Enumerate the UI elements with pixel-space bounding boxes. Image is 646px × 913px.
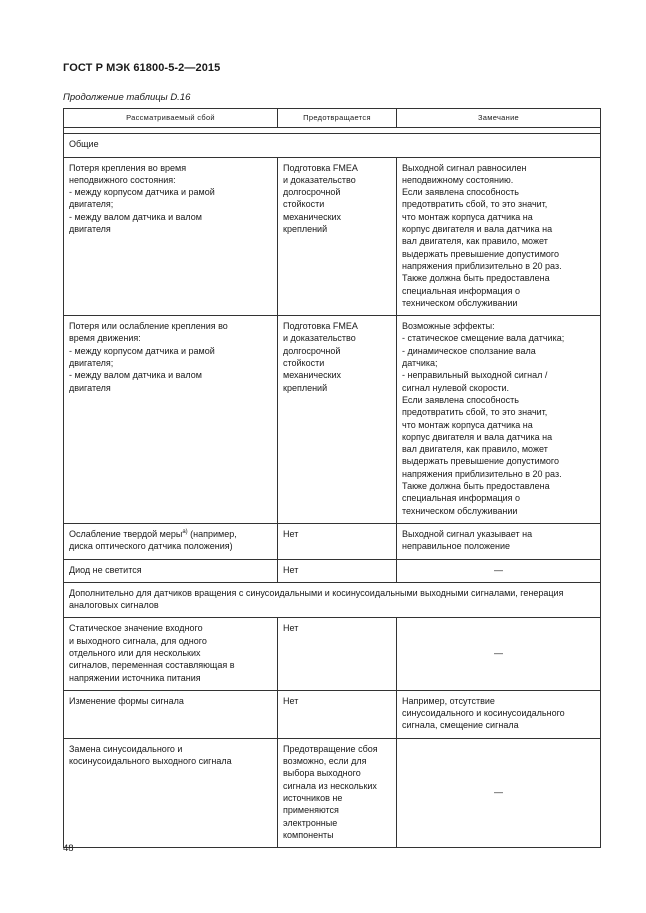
prevented-cell	[278, 316, 397, 524]
column-header-remark: Замечание	[397, 109, 601, 128]
text-line: долгосрочной	[283, 345, 341, 356]
text-line: и доказательство	[283, 174, 356, 185]
remark-cell	[397, 157, 601, 316]
text-line: специальная информация о	[402, 285, 521, 296]
fault-text: Ослабление твердой меры	[69, 528, 183, 539]
text-line: и выходного сигнала, для одного	[69, 635, 207, 646]
fault-cell	[64, 738, 278, 847]
fault-cell	[64, 523, 278, 559]
text-line: выбора выходного	[283, 768, 361, 779]
text-line: Подготовка FMEA	[283, 162, 358, 173]
text-line: Также должна быть предоставлена	[402, 273, 550, 284]
fault-table	[63, 108, 601, 848]
text-line: возможно, если для	[283, 756, 367, 767]
table-row	[64, 523, 601, 559]
text-line: специальная информация о	[402, 493, 521, 504]
prevented-cell	[278, 157, 397, 316]
section-row-analog	[64, 582, 601, 618]
text-line: Выходной сигнал равносилен	[402, 162, 527, 173]
text-line: креплений	[283, 224, 328, 235]
table-row	[64, 690, 601, 738]
text-line: выдержать превышение допустимого	[402, 456, 559, 467]
text-line: напряжении источника питания	[69, 672, 201, 683]
text-line: Если заявлена способность	[402, 187, 519, 198]
text-line: стойкости	[283, 358, 325, 369]
text-line: Если заявлена способность	[402, 394, 519, 405]
text-line: Подготовка FMEA	[283, 321, 358, 332]
text-line: применяются	[283, 805, 339, 816]
text-line: предотвратить сбой, то это значит,	[402, 199, 548, 210]
remark-cell: —	[397, 738, 601, 847]
text-line: неподвижного состояния:	[69, 174, 176, 185]
text-line: источников не	[283, 792, 343, 803]
prevented-cell: Нет	[278, 559, 397, 582]
text-line: - между валом датчика и валом	[69, 211, 202, 222]
text-line: сигналов, переменная составляющая в	[69, 660, 235, 671]
text-line: Потеря крепления во время	[69, 162, 187, 173]
text-line: и доказательство	[283, 333, 356, 344]
text-line: электронные	[283, 817, 338, 828]
text-line: стойкости	[283, 199, 325, 210]
text-line: вал двигателя, как правило, может	[402, 236, 548, 247]
text-line: что монтаж корпуса датчика на	[402, 211, 533, 222]
text-line: сигнал нулевой скорости.	[402, 382, 509, 393]
table-row	[64, 157, 601, 316]
prevented-cell	[278, 738, 397, 847]
text-line: предотвратить сбой, то это значит,	[402, 407, 548, 418]
section-title-analog: Дополнительно для датчиков вращения с синусоидальными и косинусоидальными выходными сигналами, генерация аналоговых сигналов	[64, 582, 601, 618]
text-line: - статическое смещение вала датчика;	[402, 333, 565, 344]
text-line: двигателя	[69, 382, 111, 393]
text-line: двигателя;	[69, 199, 114, 210]
fault-cell: Диод не светится	[64, 559, 278, 582]
text-line: отдельного или для нескольких	[69, 647, 201, 658]
text-line: корпус двигателя и вала датчика на	[402, 431, 553, 442]
text-line: креплений	[283, 382, 328, 393]
table-row	[64, 618, 601, 690]
text-line: - между корпусом датчика и рамой	[69, 187, 215, 198]
text-line: напряжения приблизительно в 20 раз.	[402, 260, 562, 271]
remark-cell: —	[397, 559, 601, 582]
table-header-row	[64, 109, 601, 128]
fault-cell: Изменение формы сигнала	[64, 690, 278, 738]
text-line: неподвижному состоянию.	[402, 174, 514, 185]
prevented-cell: Нет	[278, 618, 397, 690]
fault-cell	[64, 618, 278, 690]
text-line: - между корпусом датчика и рамой	[69, 345, 215, 356]
text-line: двигателя	[69, 224, 111, 235]
text-line: компоненты	[283, 829, 334, 840]
text-line: Например, отсутствие	[402, 695, 495, 706]
table-row	[64, 738, 601, 847]
text-line: Предотвращение сбоя	[283, 743, 378, 754]
remark-cell	[397, 690, 601, 738]
text-line: Возможные эффекты:	[402, 321, 495, 332]
section-title-general: Общие	[64, 134, 601, 157]
remark-cell	[397, 316, 601, 524]
text-line: Потеря или ослабление крепления во	[69, 321, 228, 332]
table-caption: Продолжение таблицы D.16	[63, 92, 191, 103]
text-line: время движения:	[69, 333, 141, 344]
text-line: неправильное положение	[402, 541, 511, 552]
text-line: - динамическое сползание вала	[402, 345, 536, 356]
text-line: что монтаж корпуса датчика на	[402, 419, 533, 430]
text-line: Замена синусоидального и	[69, 743, 183, 754]
text-line: - между валом датчика и валом	[69, 370, 202, 381]
document-title: ГОСТ Р МЭК 61800-5-2—2015	[63, 62, 221, 74]
remark-cell: —	[397, 618, 601, 690]
text-line: Выходной сигнал указывает на	[402, 528, 533, 539]
fault-cell	[64, 157, 278, 316]
text-line: сигнала из нескольких	[283, 780, 377, 791]
text-line: механических	[283, 211, 342, 222]
column-header-prevented: Предотвращается	[278, 109, 397, 128]
text-line: выдержать превышение допустимого	[402, 248, 559, 259]
text-line: механических	[283, 370, 342, 381]
text-line: напряжения приблизительно в 20 раз.	[402, 468, 562, 479]
text-line: сигнала, смещение сигнала	[402, 720, 519, 731]
text-line	[69, 528, 272, 540]
fault-cell	[64, 316, 278, 524]
prevented-cell: Нет	[278, 523, 397, 559]
text-line: долгосрочной	[283, 187, 341, 198]
text-line: синусоидального и косинусоидального	[402, 708, 565, 719]
remark-cell	[397, 523, 601, 559]
text-line: датчика;	[402, 358, 438, 369]
text-line: техническом обслуживании	[402, 505, 518, 516]
text-line: диска оптического датчика положения)	[69, 541, 233, 552]
table-row	[64, 316, 601, 524]
footnote-marker: а)	[182, 528, 188, 535]
text-line: корпус двигателя и вала датчика на	[402, 224, 553, 235]
text-line: - неправильный выходной сигнал /	[402, 370, 548, 381]
text-line: Статическое значение входного	[69, 623, 203, 634]
page-number: 48	[63, 843, 74, 854]
text-line: двигателя;	[69, 358, 114, 369]
text-line: техническом обслуживании	[402, 297, 518, 308]
section-row-general	[64, 134, 601, 157]
text-line: вал двигателя, как правило, может	[402, 444, 548, 455]
prevented-cell: Нет	[278, 690, 397, 738]
text-line: Также должна быть предоставлена	[402, 481, 550, 492]
text-line: косинусоидального выходного сигнала	[69, 756, 232, 767]
fault-text: (например,	[187, 528, 237, 539]
table-row	[64, 559, 601, 582]
column-header-fault: Рассматриваемый сбой	[64, 109, 278, 128]
